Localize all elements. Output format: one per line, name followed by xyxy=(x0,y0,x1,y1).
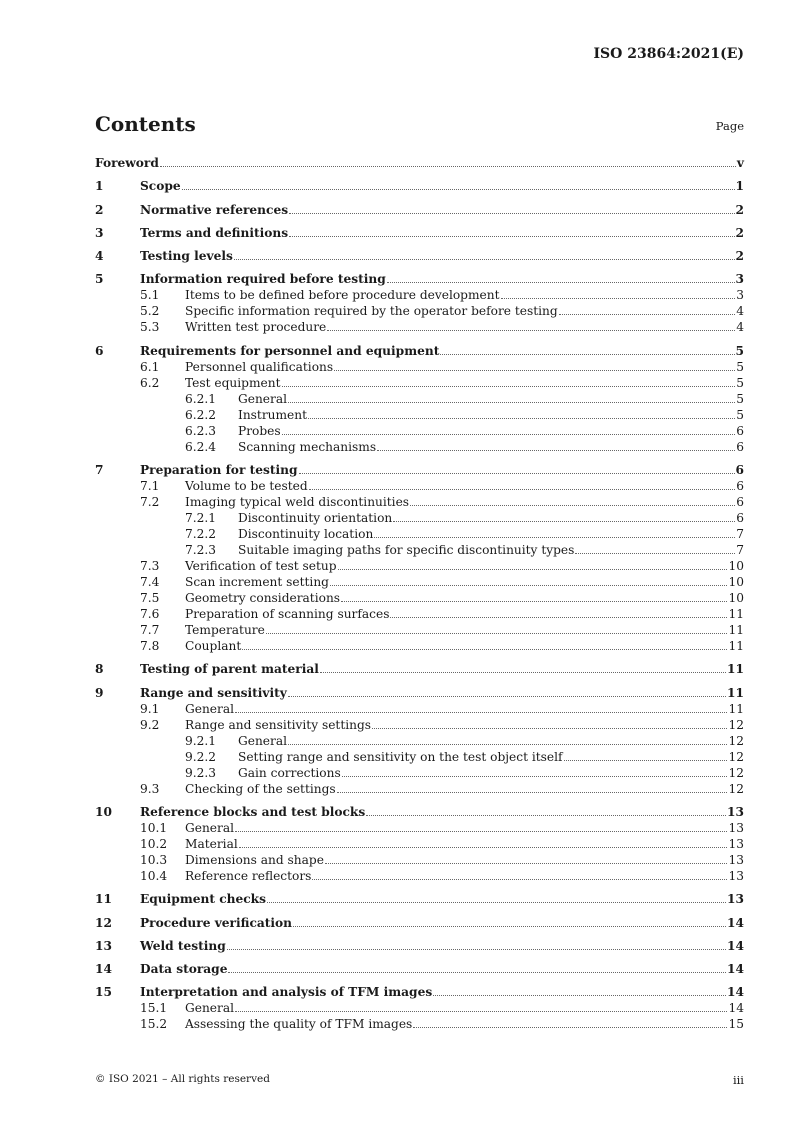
toc-entry-page: 12 xyxy=(728,781,744,796)
toc-entry-page: 10 xyxy=(728,559,744,574)
toc-entry-number: 1 xyxy=(95,179,104,194)
contents-title: Contents xyxy=(95,112,196,136)
toc-entry-title: Discontinuity orientation xyxy=(238,511,393,526)
toc-entry-number: 11 xyxy=(95,892,112,907)
toc-entry[interactable] xyxy=(95,423,744,439)
toc-entry-title: General xyxy=(185,1001,234,1016)
toc-entry-page: 5 xyxy=(736,359,744,374)
dot-leader xyxy=(325,862,728,864)
toc-entry-page: 6 xyxy=(736,479,744,494)
toc-entry[interactable] xyxy=(95,915,744,931)
dot-leader xyxy=(334,369,735,371)
toc-entry[interactable] xyxy=(95,1016,744,1032)
toc-entry[interactable] xyxy=(95,542,744,558)
toc-entry-number: 10.1 xyxy=(140,820,168,835)
dot-leader xyxy=(309,488,736,490)
toc-entry-page: 14 xyxy=(728,1001,744,1016)
page-column-label: Page xyxy=(715,119,744,133)
toc-entry-number: 7.3 xyxy=(140,559,160,574)
toc-entry-title: Assessing the quality of TFM images xyxy=(185,1017,413,1032)
dot-leader xyxy=(235,830,727,832)
toc-entry[interactable] xyxy=(95,248,744,264)
toc-entry[interactable] xyxy=(95,938,744,954)
dot-leader xyxy=(390,616,727,618)
page-number: iii xyxy=(732,1073,744,1087)
toc-entry-title: Couplant xyxy=(185,639,242,654)
toc-entry-number: 13 xyxy=(95,938,112,953)
toc-entry-page: 11 xyxy=(728,607,744,622)
toc-entry-number: 4 xyxy=(95,249,104,264)
toc-entry-title: Dimensions and shape xyxy=(185,852,324,867)
toc-entry-page: 5 xyxy=(736,375,744,390)
toc-entry-page: 6 xyxy=(736,423,744,438)
toc-entry-title: General xyxy=(185,701,234,716)
toc-entry-title: Data storage xyxy=(140,962,228,977)
toc-entry-page: 1 xyxy=(735,179,744,194)
toc-entry-title: Volume to be tested xyxy=(185,479,308,494)
toc-entry[interactable] xyxy=(95,178,744,194)
toc-entry-title: Checking of the settings xyxy=(185,781,336,796)
dot-leader xyxy=(235,1010,727,1012)
toc-entry-page: 2 xyxy=(735,225,744,240)
dot-leader xyxy=(293,925,726,927)
toc-entry-page: 14 xyxy=(727,938,744,953)
toc-entry-title: Preparation for testing xyxy=(140,463,298,478)
dot-leader xyxy=(342,775,728,777)
dot-leader xyxy=(299,472,735,474)
toc-entry-title: Geometry considerations xyxy=(185,591,341,606)
toc-entry-title: Test equipment xyxy=(185,375,281,390)
dot-leader xyxy=(320,671,726,673)
toc-entry-title: Scanning mechanisms xyxy=(238,439,377,454)
toc-entry-title: Material xyxy=(185,836,238,851)
copyright-notice: © ISO 2021 – All rights reserved xyxy=(95,1073,270,1085)
dot-leader xyxy=(413,1026,727,1028)
toc-entry[interactable] xyxy=(95,984,744,1000)
toc-entry-number: 7.2.3 xyxy=(185,543,217,558)
toc-entry-page: 11 xyxy=(727,685,744,700)
toc-entry[interactable] xyxy=(95,202,744,218)
toc-entry[interactable] xyxy=(95,558,744,574)
toc-entry-title: Normative references xyxy=(140,202,289,217)
toc-entry-number: 6.2.2 xyxy=(185,407,217,422)
toc-entry-page: 12 xyxy=(728,733,744,748)
toc-entry-title: Instrument xyxy=(238,407,308,422)
dot-leader xyxy=(501,297,736,299)
toc-entry-title: Scope xyxy=(140,179,181,194)
toc-entry-title: Imaging typical weld discontinuities xyxy=(185,495,410,510)
toc-entry-number: 2 xyxy=(95,202,104,217)
dot-leader xyxy=(242,648,727,650)
dot-leader xyxy=(239,846,728,848)
toc-entry-page: 13 xyxy=(727,892,744,907)
toc-entry[interactable] xyxy=(95,478,744,494)
toc-entry[interactable] xyxy=(95,590,744,606)
dot-leader xyxy=(266,632,728,634)
dot-leader xyxy=(288,401,735,403)
toc-entry[interactable] xyxy=(95,407,744,423)
toc-entry[interactable] xyxy=(95,510,744,526)
toc-entry[interactable] xyxy=(95,155,744,171)
toc-entry[interactable] xyxy=(95,961,744,977)
dot-leader xyxy=(366,814,726,816)
toc-entry[interactable] xyxy=(95,638,744,654)
toc-entry[interactable] xyxy=(95,717,744,733)
dot-leader xyxy=(338,568,728,570)
toc-entry-page: 12 xyxy=(728,717,744,732)
toc-entry-number: 14 xyxy=(95,962,112,977)
toc-entry-page: 13 xyxy=(728,852,744,867)
toc-entry-page: 12 xyxy=(728,765,744,780)
toc-entry-number: 12 xyxy=(95,915,112,930)
toc-entry-page: 13 xyxy=(727,804,744,819)
toc-entry-page: 6 xyxy=(736,495,744,510)
toc-entry-page: 12 xyxy=(728,749,744,764)
toc-entry-number: 5.1 xyxy=(140,288,160,303)
document-id: ISO 23864:2021(E) xyxy=(593,46,744,62)
toc-entry[interactable] xyxy=(95,1000,744,1016)
toc-entry-title: Suitable imaging paths for specific discontinuity types xyxy=(238,543,575,558)
toc-entry-number: 6.2.4 xyxy=(185,439,217,454)
toc-entry-page: 11 xyxy=(728,639,744,654)
dot-leader xyxy=(289,235,734,237)
dot-leader xyxy=(267,901,726,903)
table-of-contents xyxy=(95,155,744,1032)
toc-entry[interactable] xyxy=(95,749,744,765)
toc-entry-number: 6.2.1 xyxy=(185,391,217,406)
dot-leader xyxy=(559,313,736,315)
dot-leader xyxy=(410,504,735,506)
dot-leader xyxy=(337,791,728,793)
toc-entry-number: 7.5 xyxy=(140,591,160,606)
toc-entry[interactable] xyxy=(95,287,744,303)
toc-entry-title: Testing levels xyxy=(140,249,233,264)
dot-leader xyxy=(433,994,726,996)
toc-entry[interactable] xyxy=(95,359,744,375)
toc-entry[interactable] xyxy=(95,271,744,287)
toc-entry[interactable] xyxy=(95,891,744,907)
toc-entry[interactable] xyxy=(95,439,744,455)
toc-entry-title: Testing of parent material xyxy=(140,662,319,677)
toc-entry-number: 6.2 xyxy=(140,375,160,390)
toc-entry-number: 7.6 xyxy=(140,607,160,622)
toc-entry-page: 5 xyxy=(736,407,744,422)
toc-entry-page: 13 xyxy=(728,868,744,883)
toc-entry-page: 15 xyxy=(728,1017,744,1032)
toc-entry[interactable] xyxy=(95,622,744,638)
toc-entry[interactable] xyxy=(95,661,744,677)
toc-entry-title: General xyxy=(238,733,287,748)
toc-entry-title: Discontinuity location xyxy=(238,527,374,542)
toc-entry-number: 9.2.2 xyxy=(185,749,217,764)
toc-entry-page: 4 xyxy=(736,320,744,335)
dot-leader xyxy=(308,417,735,419)
toc-entry-title: Equipment checks xyxy=(140,892,266,907)
toc-entry-number: 5.3 xyxy=(140,320,160,335)
toc-entry-title: Personnel qualifications xyxy=(185,359,334,374)
toc-entry-title: Gain corrections xyxy=(238,765,341,780)
toc-entry[interactable] xyxy=(95,733,744,749)
toc-entry-number: 15 xyxy=(95,985,112,1000)
toc-entry-page: 11 xyxy=(728,701,744,716)
toc-entry-page: 6 xyxy=(736,511,744,526)
toc-entry-page: 10 xyxy=(728,575,744,590)
toc-entry[interactable] xyxy=(95,225,744,241)
toc-entry-title: Foreword xyxy=(95,156,159,170)
toc-entry[interactable] xyxy=(95,526,744,542)
dot-leader xyxy=(182,188,735,190)
toc-entry-page: 5 xyxy=(736,391,744,406)
toc-entry-number: 9.2.1 xyxy=(185,733,217,748)
toc-entry-number: 9.3 xyxy=(140,781,160,796)
toc-entry-page: 6 xyxy=(736,439,744,454)
toc-entry[interactable] xyxy=(95,852,744,868)
toc-entry[interactable] xyxy=(95,820,744,836)
toc-entry-page: 2 xyxy=(735,202,744,217)
toc-entry-title: Terms and definitions xyxy=(140,225,289,240)
toc-entry-title: Items to be defined before procedure development xyxy=(185,288,500,303)
toc-entry-title: Setting range and sensitivity on the test object itself xyxy=(238,749,563,764)
toc-entry-title: Reference blocks and test blocks xyxy=(140,804,366,819)
toc-entry-page: 6 xyxy=(735,463,744,478)
toc-entry-number: 9.2 xyxy=(140,717,160,732)
toc-entry-page: 2 xyxy=(735,249,744,264)
toc-entry[interactable] xyxy=(95,494,744,510)
toc-entry-page: 7 xyxy=(736,543,744,558)
dot-leader xyxy=(372,727,727,729)
dot-leader xyxy=(330,584,728,586)
dot-leader xyxy=(289,212,734,214)
toc-entry-number: 7.8 xyxy=(140,639,160,654)
toc-entry-title: Information required before testing xyxy=(140,272,386,287)
toc-entry-number: 7.2.2 xyxy=(185,527,217,542)
toc-entry-number: 6.1 xyxy=(140,359,160,374)
dot-leader xyxy=(377,449,735,451)
toc-entry-number: 6.2.3 xyxy=(185,423,217,438)
toc-entry-number: 9 xyxy=(95,685,104,700)
toc-entry-title: Specific information required by the operator before testing xyxy=(185,304,558,319)
dot-leader xyxy=(440,353,734,355)
toc-entry-number: 7.2 xyxy=(140,495,160,510)
toc-entry-title: General xyxy=(238,391,287,406)
toc-entry-page: 14 xyxy=(727,985,744,1000)
toc-entry[interactable] xyxy=(95,765,744,781)
dot-leader xyxy=(288,695,726,697)
toc-entry-page: 14 xyxy=(727,915,744,930)
toc-entry[interactable] xyxy=(95,319,744,335)
toc-entry-title: Probes xyxy=(238,423,281,438)
toc-entry[interactable] xyxy=(95,375,744,391)
toc-entry[interactable] xyxy=(95,804,744,820)
toc-entry-page: 3 xyxy=(735,272,744,287)
dot-leader xyxy=(228,971,726,973)
toc-entry-title: Procedure verification xyxy=(140,915,293,930)
toc-entry-title: Written test procedure xyxy=(185,320,327,335)
toc-entry-page: 11 xyxy=(728,623,744,638)
toc-entry-page: v xyxy=(736,156,744,170)
toc-entry-number: 15.2 xyxy=(140,1017,168,1032)
toc-entry-number: 7.2.1 xyxy=(185,511,217,526)
dot-leader xyxy=(341,600,727,602)
toc-entry[interactable] xyxy=(95,391,744,407)
dot-leader xyxy=(160,165,736,167)
toc-entry[interactable] xyxy=(95,868,744,884)
dot-leader xyxy=(564,759,728,761)
toc-entry-page: 10 xyxy=(728,591,744,606)
dot-leader xyxy=(282,433,736,435)
toc-entry[interactable] xyxy=(95,685,744,701)
toc-entry-title: Requirements for personnel and equipment xyxy=(140,343,440,358)
toc-entry-number: 10.3 xyxy=(140,852,168,867)
toc-entry-number: 15.1 xyxy=(140,1001,168,1016)
toc-entry-number: 9.1 xyxy=(140,701,160,716)
toc-entry-number: 9.2.3 xyxy=(185,765,217,780)
toc-entry-title: Verification of test setup xyxy=(185,559,337,574)
toc-entry-page: 3 xyxy=(736,288,744,303)
toc-entry-title: Preparation of scanning surfaces xyxy=(185,607,390,622)
toc-entry-number: 10.4 xyxy=(140,868,168,883)
toc-entry[interactable] xyxy=(95,303,744,319)
toc-entry-number: 6 xyxy=(95,343,104,358)
toc-entry-title: Weld testing xyxy=(140,938,226,953)
toc-entry-title: General xyxy=(185,820,234,835)
toc-entry-page: 13 xyxy=(728,836,744,851)
toc-entry-title: Range and sensitivity settings xyxy=(185,717,372,732)
dot-leader xyxy=(235,711,727,713)
dot-leader xyxy=(575,552,735,554)
dot-leader xyxy=(288,743,727,745)
dot-leader xyxy=(327,329,735,331)
dot-leader xyxy=(393,520,735,522)
toc-entry[interactable] xyxy=(95,836,744,852)
toc-entry-page: 14 xyxy=(727,962,744,977)
toc-entry-page: 4 xyxy=(736,304,744,319)
toc-entry[interactable] xyxy=(95,574,744,590)
toc-entry-title: Interpretation and analysis of TFM images xyxy=(140,985,433,1000)
dot-leader xyxy=(282,385,736,387)
toc-entry[interactable] xyxy=(95,343,744,359)
toc-entry-number: 5.2 xyxy=(140,304,160,319)
toc-entry-number: 7.7 xyxy=(140,623,160,638)
toc-entry[interactable] xyxy=(95,606,744,622)
dot-leader xyxy=(227,948,726,950)
toc-entry[interactable] xyxy=(95,701,744,717)
toc-entry-number: 5 xyxy=(95,272,104,287)
dot-leader xyxy=(387,281,735,283)
toc-entry-title: Temperature xyxy=(185,623,265,638)
toc-entry-title: Range and sensitivity xyxy=(140,685,287,700)
toc-entry[interactable] xyxy=(95,462,744,478)
toc-entry-number: 10.2 xyxy=(140,836,168,851)
dot-leader xyxy=(234,258,735,260)
toc-entry[interactable] xyxy=(95,781,744,797)
toc-entry-number: 10 xyxy=(95,804,112,819)
dot-leader xyxy=(312,878,727,880)
toc-entry-number: 7 xyxy=(95,463,104,478)
toc-entry-title: Reference reflectors xyxy=(185,868,312,883)
toc-entry-number: 3 xyxy=(95,225,104,240)
toc-entry-number: 7.4 xyxy=(140,575,160,590)
toc-entry-number: 7.1 xyxy=(140,479,160,494)
toc-entry-page: 13 xyxy=(728,820,744,835)
toc-entry-page: 7 xyxy=(736,527,744,542)
toc-entry-title: Scan increment setting xyxy=(185,575,329,590)
toc-entry-number: 8 xyxy=(95,662,104,677)
toc-entry-page: 5 xyxy=(735,343,744,358)
toc-entry-page: 11 xyxy=(727,662,744,677)
dot-leader xyxy=(374,536,735,538)
